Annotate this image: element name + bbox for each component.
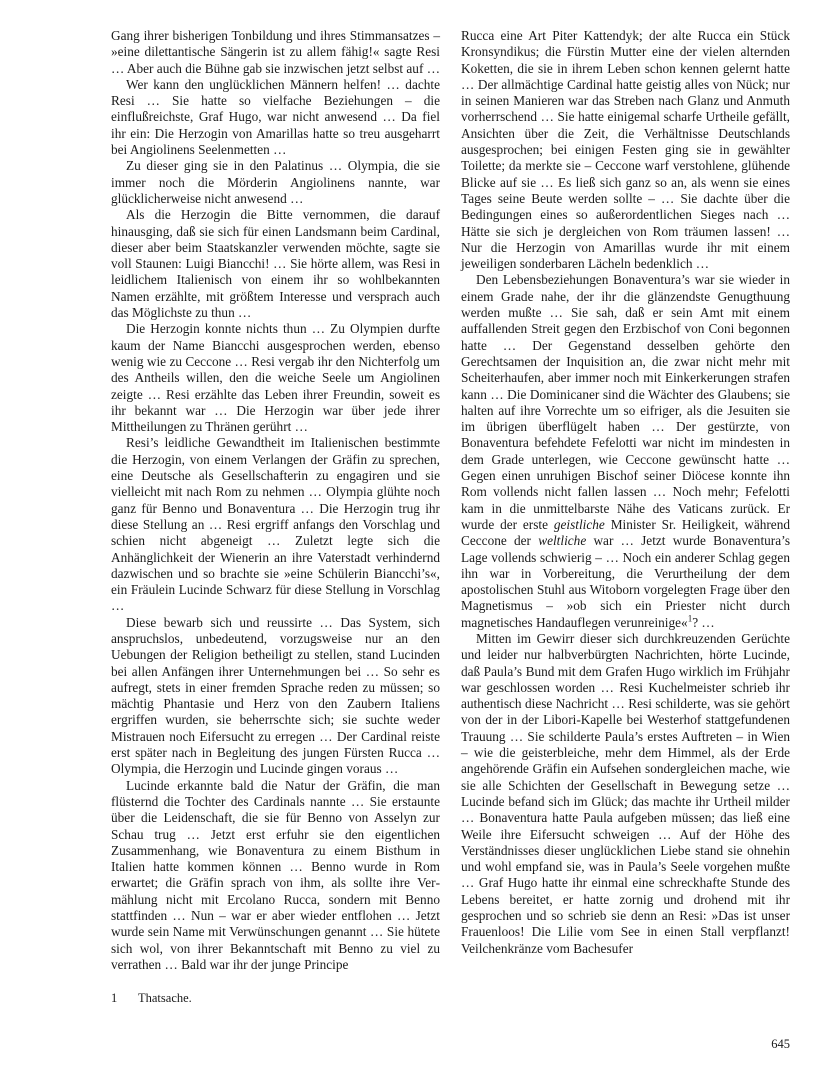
left-text-column [111,28,440,973]
paragraph: Gang ihrer bisherigen Tonbildung und ihres Stimmansatzes – »eine dilettantische Sängerin ist zu allem fähig!« sagte Resi … Aber auch die Bühne gab sie inzwischen jetzt selbst auf … [111,28,441,76]
text-run: Den Lebensbeziehungen Bonaventura’s war sie wieder in einem Grade nahe, der ihr die glänzendste Genugthuung werden mußte … Sie sah, daß er sein Amt mit einem auffallenden Streit gegen den Erzbischof von Coni begonnen hatte … Der Gegenstand desselben gehörte den Gerechtsamen der Inquisition an, die zwar nicht mehr mit Scheiterhaufen, aber immer noch mit Einkerkerungen strafen kann … Die Dominicaner sind die Wächter des Glaubens; sie halten auf ihre Vorrechte um so eifriger, als die Jesuiten sie im übrigen überflügelt haben … Der gestürzte, von Bonaventura befehdete Fefelotti war nicht im mindesten in dem Grade unterlegen, wie Ceccone gewünscht hatte … Gegen einen unruhigen Bischof seiner Diöcese konnte ihn Rom vollends nicht fallen lassen … Noch mehr; Fefelotti kam in die unmittelbarste Nähe des Vaticans zurück. Er wurde der erste [461,272,790,532]
footnote-number: 1 [111,991,118,1005]
text-run: ? … [692,614,715,630]
paragraph: Diese bewarb sich und reussirte … Das System, sich anspruchslos, unbedeutend, vorzugsweise nur an den Uebungen der Religion betheiligt zu stellen, stand Lucinden bei allen Anfängen ihrer Unternehmungen bei … So sehr es aufregt, stets in einer fremden Sprache reden zu müssen; so mächtig Phantasie und Herz von den Zaubern Italiens ergriffen wurden, sie beherrschte sich; sie suchte weder Mistrauen noch Eifersucht zu erregen … Der Cardinal reiste erst später nach in Begleitung des jungen Fürsten Rucca … Olympia, die Herzogin und Lucinde gingen voraus … [111,614,440,777]
paragraph [461,28,790,272]
paragraph [461,272,790,631]
footnote-marker[interactable]: 1 [687,613,693,624]
emphasis-weltliche: weltliche [538,533,587,549]
paragraph: Resi’s leidliche Gewandtheit im Italienischen bestimmte die Herzogin, von einem Verlangen der Gräfin zu sprechen, eine Deutsche als Gesellschafterin zu engagiren und sie vielleicht mit nach Rom zu nehmen … Olympia glühte noch ganz für Benno und Bonaventura … Die Herzogin trug ihr diese Stellung an … Resi ergriff anfangs den Vorschlag und schien nicht abgeneigt … Zuletzt legte sich die Anhänglichkeit der Wienerin an ihre Vaterstadt verhindernd dazwischen und so brachte sie »eine Schülerin Biancchi’s«, ein Fräulein Lucinde Schwarz für diese Stellung in Vorschlag … [111,435,440,614]
text-run: Minister Sr. Heiligkeit, während Ceccone der [461,516,790,549]
right-text-column [461,28,790,957]
paragraph: Lucinde erkannte bald die Natur der Gräfin, die man flüsternd die Tochter des Cardinals nannte … Sie erstaunte über die Leidenschaft, die sie für Benno von Asselyn zur Schau trug … Jetzt erst erfuhr sie den eigentlichen Zusammenhang, wie Bonaventura zu einem Bisthum in Italien hatte kommen können … Benno wurde in Rom erwartet; die Gräfin sprach von ihm, als sollte ihre Vermählung nicht mit Ercolano Rucca, sondern mit Benno stattfinden … Nun – war er aber wieder entflohen … Jetzt wurde sein Name mit Verwünschungen genannt … Sie hütete sich wol, von ihrer Bekanntschaft mit Benno zu viel zu verrathen … Bald war ihr der junge Principe [111,777,440,972]
footnote-text: Thatsache. [138,991,192,1005]
paragraph: Als die Herzogin die Bitte vernommen, die darauf hinausging, daß sie sich für einen Landsmann beim Cardinal, dieser aber beim Staatskanzler verwenden möchte, sagte sie voll Staunen: Luigi Biancchi! … Sie hörte allem, was Resi in leidlichem Italienisch von einem ihr so wohlbekannten Namen erzählte, mit größtem Interesse und versprach auch das Möglichste zu thun … [111,207,440,321]
paragraph: Wer kann den unglücklichen Männern helfen! … dachte Resi … Sie hatte so vielfache Beziehungen – die einflußreichste, Graf Hugo, war nicht anwesend … Da fiel ihr ein: Die Herzogin von Amarillas hatte so treu ausgeharrt bei Angiolinens Seelenmetten … [111,76,440,158]
text-run: war … Jetzt wurde Bonaventura’s Lage vollends schwierig – … Noch ein anderer Schlag gegen ihn war in Vorbereitung, die Verurtheilung der dem apostolischen Stuhl aus Witoborn vorgelegten Frage über den Magnetismus – »ob sich ein Priester nicht durch magnetisches Handauflegen verunreinige« [461,533,790,630]
footnote [111,990,192,1006]
page-number: 645 [771,1037,790,1051]
paragraph [461,631,790,957]
paragraph: Zu dieser ging sie in den Palatinus … Olympia, die sie immer noch die Mörderin Angiolinens nannte, war glücklicherweise nicht anwesend … [111,158,440,206]
emphasis-geistliche: geistliche [553,516,605,532]
text-run: Mitten im Gewirr dieser sich durchkreuzenden Gerüchte und leider nur halbverbürgten Nachrichten, hörte Lucinde, daß Paula’s Bund mit dem Grafen Hugo wirklich im Frühjahr war geschlossen worden … Resi Kuchelmeister schrieb ihr authentisch diese Nachricht … Resi schilderte, was sie gehört von der in der Libori-Kapelle bei Westerhof stattgefundenen Trauung … Sie schilderte Paula’s erstes Auftreten – in Wien – wie die geisterbleiche, mehr dem Himmel, als der Erde angehörende Gräfin ein Aufsehen sondergleichen mache, wie sie alle Schichten der Gesellschaft in Bewegung setze … Lucinde befand sich im Glück; das machte ihr Urtheil milder … Bonaventura hatte Paula aufgeben müssen; das ließ eine Weile ihre Eifersucht schweigen … Auf der Höhe des Verständnisses dieser unglücklichen Liebe stand sie ohnehin und wohl empfand sie, was in Paula’s Seele vorgehen mußte … Graf Hugo hatte ihr einmal eine schreckhafte Stunde des Lebens bereitet, er hatte zornig und drohend mit ihr gesprochen und so schrieb sie denn an Resi: »Das ist unser Frauenloos! Die Lilie vom See in einen Stall verpflanzt! Veilchenkränze vom Bachesufer [461,630,790,956]
paragraph: Die Herzogin konnte nichts thun … Zu Olympien durfte kaum der Name Biancchi ausgesprochen werden, ebenso wenig wie zu Ceccone … Resi vergab ihr den Nichterfolg um des Antheils willen, den die weiche Seele um Angiolinen zeigte … Resi erzählte das Leben ihrer Freundin, soweit es ihr bekannt war … Die Herzogin war über jede ihrer Mittheilungen zu Thränen gerührt … [111,321,440,435]
text-run: Rucca eine Art Piter Kattendyk; der alte Rucca ein Stück Kronsyndikus; die Fürstin Mutter eine der vielen alternden Koketten, die sie in ihrem Leben schon kennen gelernt hatte … Der allmächtige Cardinal hatte geistig alles von Nück; nur in seinen Manieren war das Streben nach Glanz und Anmuth vorherrschend … Sie hatte einigemal scharfe Urtheile gefällt, Ansichten über die Zeit, die Verhältnisse Deutschlands ausgesprochen; bei einigen Festen ging sie in gewählter Toilette; da merkte sie – Ceccone warf verstohlene, glühende Blicke auf sie … Es ließ sich ganz so an, als wenn sie eines Tages seine Beute werden sollte – … Sie dachte über die Bedingungen eines so außerordentlichen Sieges nach … Hätte sie sich je dergleichen von Rom träumen lassen! … Nur die Herzogin von Amarillas wurde ihr mit einem jeweiligen sonderbaren Lächeln bedenklich … [461,28,790,272]
